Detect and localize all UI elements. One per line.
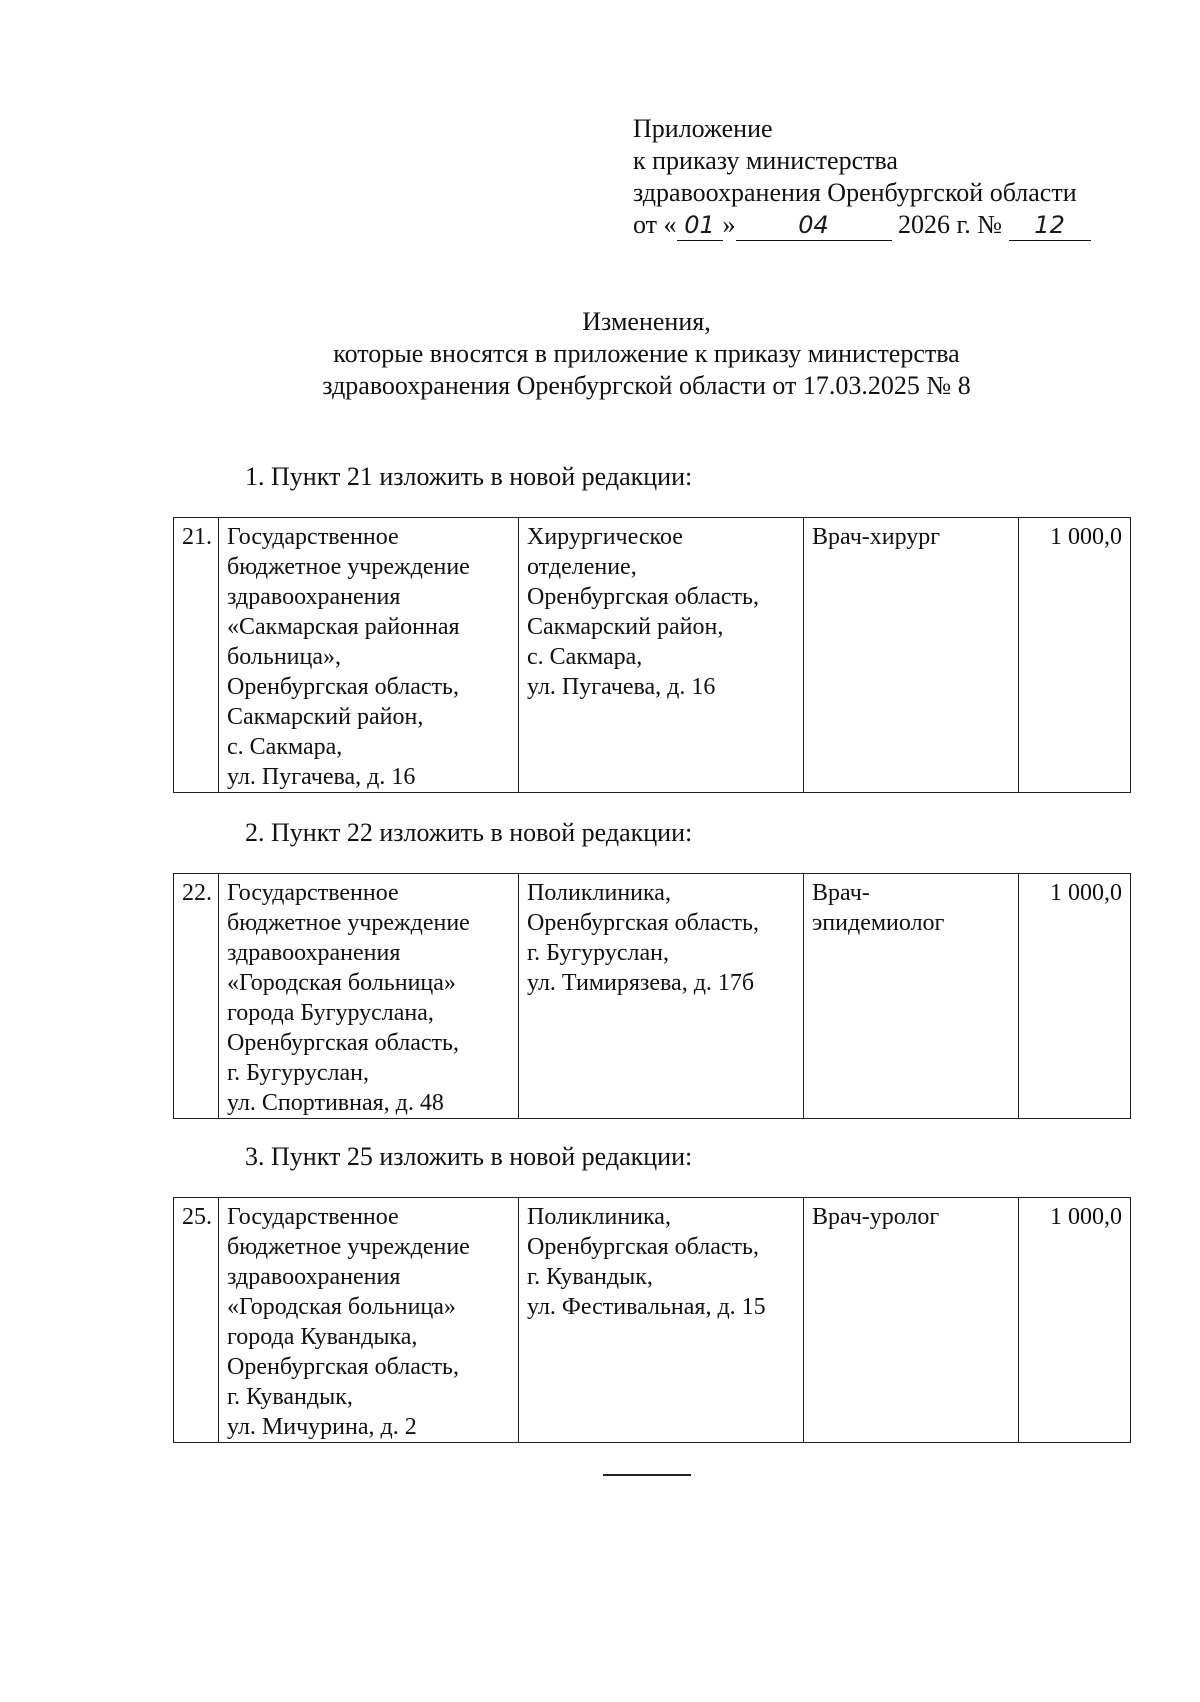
text-line: здравоохранения: [227, 584, 401, 610]
text-line: эпидемиолог: [812, 910, 945, 936]
text-line: ул. Фестивальная, д. 15: [527, 1294, 766, 1320]
text-line: с. Сакмара,: [527, 644, 643, 670]
table-row: [174, 1198, 1131, 1443]
institution-cell: [219, 874, 519, 1119]
position-cell: [804, 874, 1019, 1119]
text-line: больница»,: [227, 644, 341, 670]
text-line: отделение,: [527, 554, 637, 580]
end-divider: [603, 1474, 691, 1476]
text-line: бюджетное учреждение: [227, 1234, 470, 1260]
text-line: Оренбургская область,: [527, 910, 759, 936]
amount-cell: 1 000,0: [1019, 1198, 1131, 1443]
text-line: ул. Спортивная, д. 48: [227, 1090, 444, 1116]
institution-cell: [219, 518, 519, 793]
text-line: г. Кувандык,: [227, 1384, 353, 1410]
text-line: г. Бугуруслан,: [227, 1060, 369, 1086]
text-line: «Городская больница»: [227, 1294, 456, 1320]
document-title: [0, 306, 1200, 402]
text-line: Оренбургская область,: [227, 674, 459, 700]
text-line: здравоохранения: [227, 1264, 401, 1290]
date-year: 2026 г. №: [898, 210, 1003, 239]
entry-number: 21.: [174, 518, 219, 793]
entry-table: [173, 517, 1131, 793]
item-heading: 3. Пункт 25 изложить в новой редакции:: [245, 1142, 693, 1171]
text-line: Оренбургская область,: [527, 584, 759, 610]
entry-number: 22.: [174, 874, 219, 1119]
text-line: Государственное: [227, 524, 399, 550]
text-line: ул. Пугачева, д. 16: [227, 764, 416, 790]
text-line: здравоохранения: [227, 940, 401, 966]
text-line: ул. Тимирязева, д. 17б: [527, 970, 755, 996]
handwritten-number: 12: [1009, 210, 1091, 241]
annex-line-ministry: здравоохранения Оренбургской области: [633, 178, 1077, 207]
text-line: «Городская больница»: [227, 970, 456, 996]
text-line: города Кувандыка,: [227, 1324, 418, 1350]
table-row: [174, 518, 1131, 793]
entry-number: 25.: [174, 1198, 219, 1443]
text-line: Врач-: [812, 880, 870, 906]
text-line: Сакмарский район,: [527, 614, 724, 640]
text-line: Оренбургская область,: [527, 1234, 759, 1260]
text-line: бюджетное учреждение: [227, 910, 470, 936]
text-line: Государственное: [227, 1204, 399, 1230]
text-line: Врач-хирург: [812, 524, 941, 550]
title-line-2: которые вносятся в приложение к приказу министерства: [333, 339, 960, 368]
position-cell: [804, 1198, 1019, 1443]
text-line: Государственное: [227, 880, 399, 906]
date-mid: »: [722, 210, 736, 239]
text-line: Оренбургская область,: [227, 1354, 459, 1380]
position-cell: [804, 518, 1019, 793]
table-row: [174, 874, 1131, 1119]
text-line: ул. Мичурина, д. 2: [227, 1414, 417, 1440]
location-cell: [519, 518, 804, 793]
text-line: Поликлиника,: [527, 880, 671, 906]
text-line: г. Бугуруслан,: [527, 940, 669, 966]
text-line: Врач-уролог: [812, 1204, 940, 1230]
text-line: Сакмарский район,: [227, 704, 424, 730]
entry-table: [173, 1197, 1131, 1443]
text-line: Поликлиника,: [527, 1204, 671, 1230]
annex-date-line: [633, 209, 1091, 243]
text-line: «Сакмарская районная: [227, 614, 460, 640]
annex-title: Приложение: [633, 114, 773, 143]
text-line: г. Кувандык,: [527, 1264, 653, 1290]
annex-line-order: к приказу министерства: [633, 146, 898, 175]
location-cell: [519, 874, 804, 1119]
location-cell: [519, 1198, 804, 1443]
amount-cell: 1 000,0: [1019, 518, 1131, 793]
entry-table: [173, 873, 1131, 1119]
item-heading: 2. Пункт 22 изложить в новой редакции:: [245, 818, 693, 847]
text-line: Оренбургская область,: [227, 1030, 459, 1056]
handwritten-month: 04: [736, 210, 892, 241]
date-prefix: от «: [633, 210, 677, 239]
text-line: бюджетное учреждение: [227, 554, 470, 580]
institution-cell: [219, 1198, 519, 1443]
title-line-1: Изменения,: [582, 307, 711, 336]
item-heading: 1. Пункт 21 изложить в новой редакции:: [245, 462, 693, 491]
amount-cell: 1 000,0: [1019, 874, 1131, 1119]
text-line: ул. Пугачева, д. 16: [527, 674, 716, 700]
annex-header: [633, 113, 1091, 243]
text-line: Хирургическое: [527, 524, 683, 550]
text-line: с. Сакмара,: [227, 734, 343, 760]
text-line: города Бугуруслана,: [227, 1000, 434, 1026]
handwritten-day: 01: [677, 210, 723, 241]
title-line-3: здравоохранения Оренбургской области от 17.03.2025 № 8: [322, 371, 971, 400]
